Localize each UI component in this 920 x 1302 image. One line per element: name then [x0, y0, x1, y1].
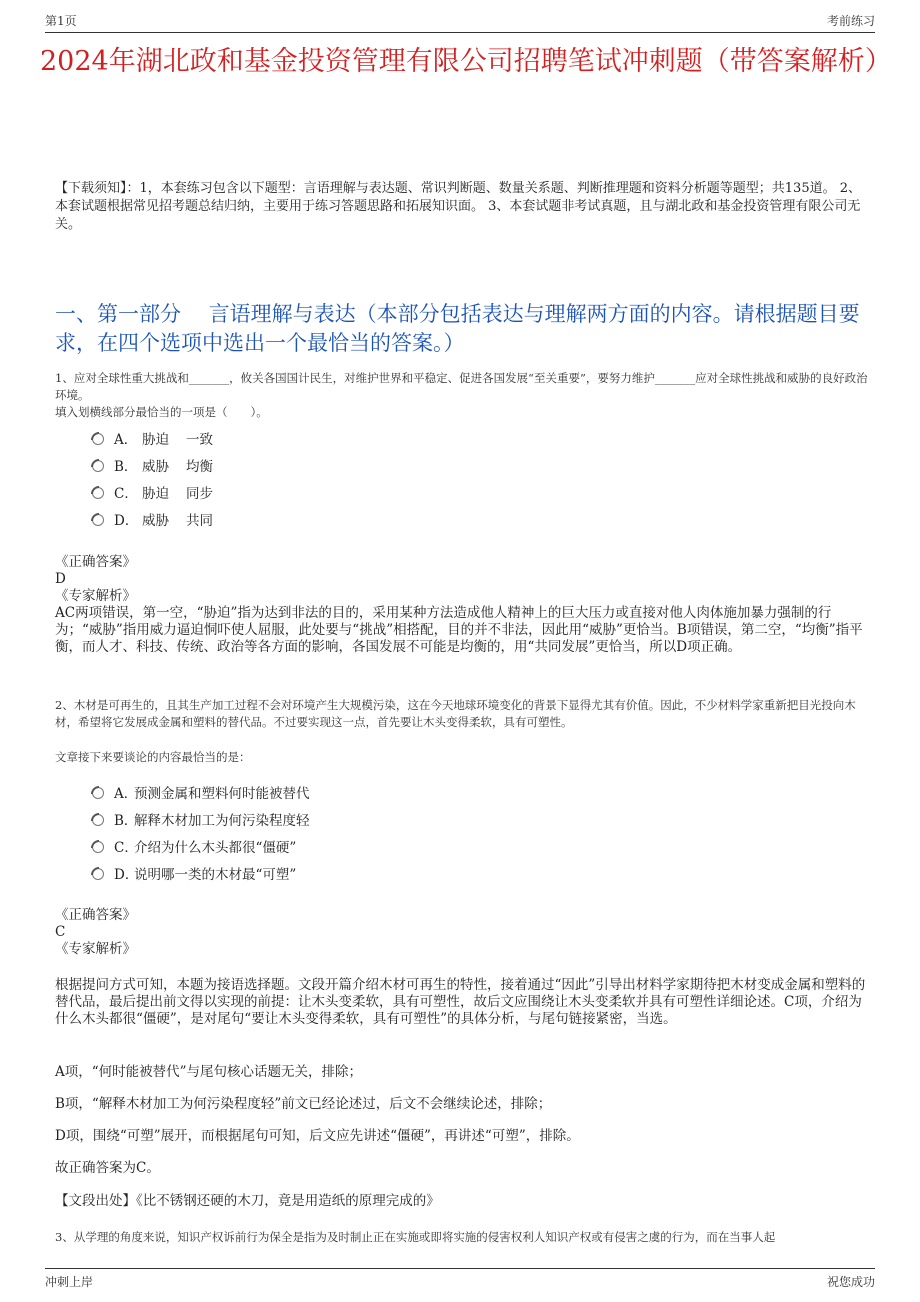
radio-icon[interactable] [92, 841, 104, 853]
radio-icon[interactable] [92, 814, 104, 826]
question-1-option-c[interactable]: C． 胁迫 同步 [92, 484, 213, 511]
download-notice: 【下载须知】：1，本套练习包含以下题型：言语理解与表达题、常识判断题、数量关系题、判断推理题和资料分析题等题型；共135道。 2、本套试题根据常见招考题总结归纳，主要用于练习答题思路和拓展知识面。 3、本套试题非考试真题，且与湖北政和基金投资管理有限公司无关。 [55, 181, 861, 232]
answer-label: 《正确答案》 [55, 907, 136, 923]
question-2-analysis-p4: D项，围绕“可塑”展开，而根据尾句可知，后文应先讲述“僵硬”，再讲述“可塑”，排除。 [55, 1128, 580, 1144]
question-1-prompt: 填入划横线部分最恰当的一项是（ ）。 [55, 405, 268, 419]
question-2-analysis-p2: A项，“何时能被替代”与尾句核心话题无关，排除； [55, 1064, 363, 1080]
radio-icon[interactable] [92, 433, 104, 445]
question-1-option-a[interactable]: A． 胁迫 一致 [92, 430, 213, 457]
question-1-text: 1、应对全球性重大挑战和_______，攸关各国国计民生，对维护世界和平稳定、促进各国发展“至关重要”，要努力维护_______应对全球性挑战和威胁的良好政治环境。 [55, 371, 868, 402]
analysis-text: AC两项错误，第一空，“胁迫”指为达到非法的目的，采用某种方法造成他人精神上的巨大压力或直接对他人肉体施加暴力强制的行为；“威胁”指用威力逼迫恫吓使人屈服，此处要与“挑战”相搭配，目的并不非法，因此用“威胁”更恰当。B项错误，第二空，“均衡”指平衡，而人才、科技、传统、政治等各方面的影响，各国发展不可能是均衡的，用“共同发展”更恰当，所以D项正确。 [55, 605, 863, 655]
radio-icon[interactable] [92, 487, 104, 499]
question-1-option-b[interactable]: B． 威胁 均衡 [92, 457, 213, 484]
analysis-label: 《专家解析》 [55, 941, 136, 957]
question-2-text: 2、木材是可再生的，且其生产加工过程不会对环境产生大规模污染，这在今天地球环境变化的背景下显得尤其有价值。因此，不少材料学家重新把目光投向木材，希望将它发展成金属和塑料的替代品。不过要实现这一点，首先要让木头变得柔软，具有可塑性。 [55, 698, 856, 729]
question-2-analysis-p1: 根据提问方式可知，本题为接语选择题。文段开篇介绍木材可再生的特性，接着通过“因此”引导出材料学家期待把木材变成金属和塑料的替代品，最后提出前文得以实现的前提：让木头变柔软，具有可塑性，故后文应围绕让木头变柔软并具有可塑性详细论述。C项，介绍为什么木头都很“僵硬”，是对尾句“要让木头变得柔软，具有可塑性”的具体分析，与尾句链接紧密，当选。 [55, 977, 866, 1027]
question-2-option-d[interactable]: D．说明哪一类的木材最“可塑” [92, 865, 310, 892]
question-2-analysis-p5: 故正确答案为C。 [55, 1160, 160, 1176]
radio-icon[interactable] [92, 868, 104, 880]
radio-icon[interactable] [92, 460, 104, 472]
question-1-answer-block [55, 554, 868, 656]
footer-left-text: 冲刺上岸 [45, 1275, 94, 1289]
page-footer [45, 1268, 875, 1289]
page-header [45, 12, 875, 33]
footer-right-text: 祝您成功 [826, 1275, 875, 1289]
document-title: 2024年湖北政和基金投资管理有限公司招聘笔试冲刺题（带答案解析） [40, 46, 892, 77]
header-tag: 考前练习 [826, 14, 875, 28]
answer-value: D [55, 571, 66, 587]
question-1-option-d[interactable]: D． 威胁 共同 [92, 511, 213, 538]
question-2-prompt: 文章接下来要谈论的内容最恰当的是： [55, 750, 251, 764]
page-number: 第1页 [45, 14, 77, 28]
question-2-stem [55, 697, 870, 731]
question-2-options [92, 784, 310, 892]
question-2-source: 【文段出处】《比不锈钢还硬的木刀，竟是用造纸的原理完成的》 [55, 1193, 440, 1209]
question-2-option-b[interactable]: B．解释木材加工为何污染程度轻 [92, 811, 310, 838]
question-2-option-a[interactable]: A．预测金属和塑料何时能被替代 [92, 784, 310, 811]
question-1-options [92, 430, 213, 538]
question-2-answer-block [55, 907, 868, 958]
question-3-stem: 3、从学理的角度来说，知识产权诉前行为保全是指为及时制止正在实施或即将实施的侵害权利人知识产权或有侵害之虞的行为，而在当事人起 [55, 1230, 776, 1244]
radio-icon[interactable] [92, 514, 104, 526]
question-2-analysis-p3: B项，“解释木材加工为何污染程度轻”前文已经论述过，后文不会继续论述，排除； [55, 1096, 552, 1112]
analysis-label: 《专家解析》 [55, 588, 136, 604]
answer-label: 《正确答案》 [55, 554, 136, 570]
section-heading: 一、第一部分 言语理解与表达（本部分包括表达与理解两方面的内容。请根据题目要求，在四个选项中选出一个最恰当的答案。） [55, 302, 860, 355]
answer-value: C [55, 924, 66, 940]
radio-icon[interactable] [92, 787, 104, 799]
question-2-option-c[interactable]: C．介绍为什么木头都很“僵硬” [92, 838, 310, 865]
question-1-stem [55, 370, 870, 421]
